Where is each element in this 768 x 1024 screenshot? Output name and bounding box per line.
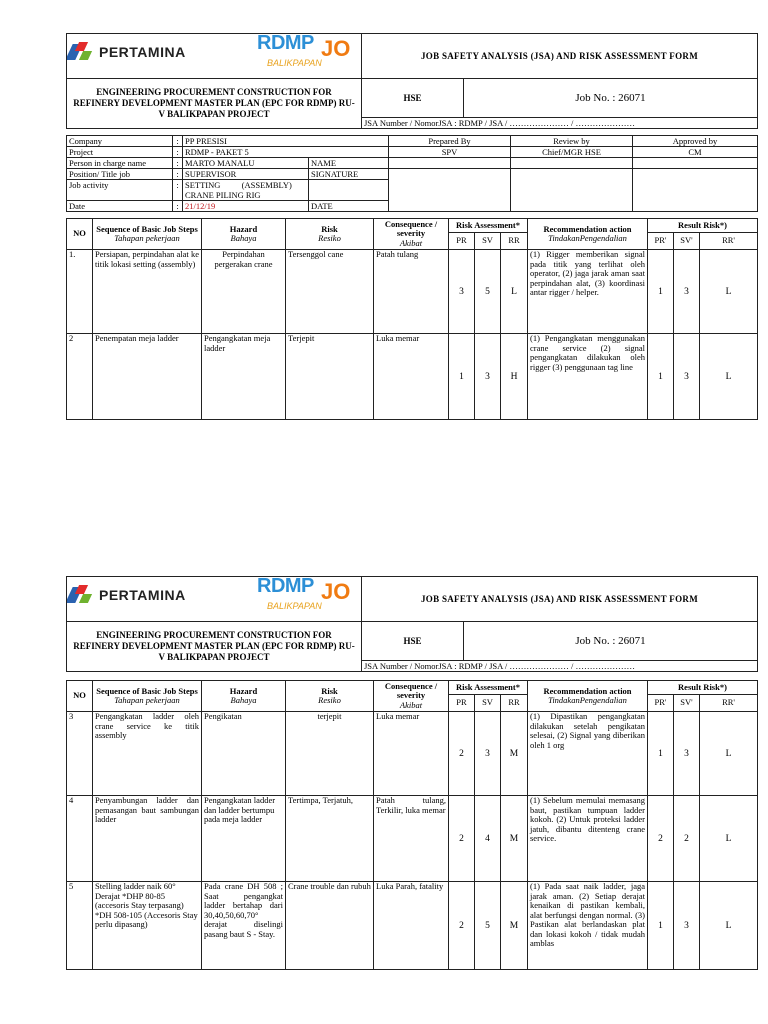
pertamina-logo: PERTAMINA (67, 42, 186, 62)
review-by-label: Review by (511, 136, 633, 147)
project-title: ENGINEERING PROCUREMENT CONSTRUCTION FOR REFINERY DEVELOPMENT MASTER PLAN (EPC FOR RDMP) RU-V BALIKPAPAN PROJECT (67, 79, 362, 129)
prepared-by-value: SPV (389, 147, 511, 158)
form-title: JOB SAFETY ANALYSIS (JSA) AND RISK ASSESSMENT FORM (362, 34, 758, 79)
pertamina-logo: PERTAMINA (67, 585, 186, 605)
pertamina-icon (67, 42, 93, 62)
jsa-table-1: NO Sequence of Basic Job Steps Tahapan pekerjaan Hazard Bahaya Risk Resiko Consequence / severity Akibat Risk Assessment* Recommendation action TindakanPengendalian Result Risk*) PR SV RR PR' SV' RR' 1. Persiapan, perpindahan alat ke titik lokasi setting (assembly) Perpindahan pergerakan crane Tersenggol cane Patah tulang 3 5 L (1) Rigger memberikan signal pada titik yang terlihat oleh operator, (2) jaga jarak aman saat perpindahan alat, (3) koordinasi antar rigger / helper. 1 3 L 2 Penempatan meja ladder Pengangkatan meja ladder Terjepit Luka memar 1 3 H (1) Pengangkatan menggunakan crane service (2) signal pengangkatan dilakukan oleh rigger (3) penggunaan tag line 1 3 L (66, 218, 758, 420)
table-row: 2 Penempatan meja ladder Pengangkatan meja ladder Terjepit Luka memar 1 3 H (1) Pengangkatan menggunakan crane service (2) signal pengangkatan dilakukan oleh rigger (3) penggunaan tag line 1 3 L (67, 334, 758, 420)
jsa-table-2: NO Sequence of Basic Job Steps Tahapan pekerjaan Hazard Bahaya Risk Resiko Consequence / severity Akibat Risk Assessment* Recommendation action TindakanPengendalian Result Risk*) PR SV RR PR' SV' RR' 3 Pengangkatan ladder oleh crane service ke titik assembly Pengikatan terjepit Luka memar 2 3 M (1) Dipastikan pengangkatan dilakukan setelah pengikatan selesai, (2) Signal yang diberikan oleh 1 org 1 3 L 4 Penyambungan ladder dan pemasangan baut sambungan ladder Pengangkatan ladder dan ladder bertumpu pada meja ladder Tertimpa, Terjatuh, Patah tulang, Terkilir, luka memar 2 4 M (1) Sebelum memulai memasang baut, pastikan tumpuan ladder kokoh. (2) Untuk proteksi ladder jatuh, dibantu ditenteng crane service. 2 2 L 5 Stelling ladder naik 60° Derajat *DHP 80-85 (accesoris Stay terpasang) *DH 508-105 (Accesoris Stay perlu dipasang) Pada crane DH 508 ; Saat pengangkat ladder bertahap dari 30,40,50,60,70° derajat diselingi pasang baut S - Stay. Crane trouble dan rubuh Luka Parah, fatality 2 5 M (1) Pada saat naik ladder, jaga jarak aman. (2) Setiap derajat kenaikan di pastikan kembali, alat berfungsi dengan normal. (3) Pastikan alat berlandaskan plat dan lokasi kokoh / tidak mudah amblas 1 3 L (66, 680, 758, 970)
review-by-value: Chief/MGR HSE (511, 147, 633, 158)
date-value: 21/12/19 (183, 201, 309, 212)
approved-by-label: Approved by (633, 136, 758, 147)
jsa-number: JSA Number / NomorJSA : RDMP / JSA / ………………… / ………………… (362, 661, 758, 672)
date-label: DATE (309, 201, 389, 212)
position-value: SUPERVISOR (183, 169, 309, 180)
form-header (66, 576, 758, 672)
rdmp-jo-logo: RDMP BALIKPAPAN JO (257, 576, 351, 611)
project-title: ENGINEERING PROCUREMENT CONSTRUCTION FOR REFINERY DEVELOPMENT MASTER PLAN (EPC FOR RDMP) RU-V BALIKPAPAN PROJECT (67, 622, 362, 672)
job-number: Job No. : 26071 (464, 79, 758, 118)
table-row: 4 Penyambungan ladder dan pemasangan baut sambungan ladder Pengangkatan ladder dan ladder bertumpu pada meja ladder Tertimpa, Terjatuh, Patah tulang, Terkilir, luka memar 2 4 M (1) Sebelum memulai memasang baut, pastikan tumpuan ladder kokoh. (2) Untuk proteksi ladder jatuh, dibantu ditenteng crane service. 2 2 L (67, 796, 758, 882)
job-number: Job No. : 26071 (464, 622, 758, 661)
approved-by-value: CM (633, 147, 758, 158)
jsa-number: JSA Number / NomorJSA : RDMP / JSA / ………………… / ………………… (362, 118, 758, 129)
logo-area (67, 34, 362, 79)
prepared-signature (389, 169, 511, 212)
name-label: NAME (309, 158, 389, 169)
approved-signature (633, 169, 758, 212)
company-label: Company (67, 136, 173, 147)
activity-value: SETTING (ASSEMBLY) CRANE PILING RIG (183, 180, 309, 201)
table-row: 1. Persiapan, perpindahan alat ke titik lokasi setting (assembly) Perpindahan pergerakan crane Tersenggol cane Patah tulang 3 5 L (1) Rigger memberikan signal pada titik yang terlihat oleh operator, (2) jaga jarak aman saat perpindahan alat, (3) koordinasi antar rigger / helper. 1 3 L (67, 250, 758, 334)
hse-label: HSE (362, 622, 464, 661)
rdmp-jo-logo: RDMP BALIKPAPAN JO (257, 33, 351, 68)
jsa-form-page-1 (66, 33, 758, 420)
project-value: RDMP - PAKET 5 (183, 147, 389, 158)
jsa-form-page-2 (66, 576, 758, 970)
form-title: JOB SAFETY ANALYSIS (JSA) AND RISK ASSESSMENT FORM (362, 577, 758, 622)
pertamina-icon (67, 585, 93, 605)
form-header (66, 33, 758, 129)
job-info-table: Company : PP PRESISI Prepared By Review by Approved by Project : RDMP - PAKET 5 SPV Chief/MGR HSE CM Person in charge name : MARTO MANALU NAME Position/ Title job : SUPERVISOR SIGNATURE Job activity : SETTING (ASSEMBLY) CRANE PILING RIG Date : 21/12/19 DATE (66, 135, 758, 212)
company-value: PP PRESISI (183, 136, 389, 147)
signature-label: SIGNATURE (309, 169, 389, 180)
prepared-by-label: Prepared By (389, 136, 511, 147)
hse-label: HSE (362, 79, 464, 118)
table-row: 3 Pengangkatan ladder oleh crane service ke titik assembly Pengikatan terjepit Luka memar 2 3 M (1) Dipastikan pengangkatan dilakukan setelah pengikatan selesai, (2) Signal yang diberikan oleh 1 org 1 3 L (67, 712, 758, 796)
review-signature (511, 169, 633, 212)
table-row: 5 Stelling ladder naik 60° Derajat *DHP 80-85 (accesoris Stay terpasang) *DH 508-105 (Accesoris Stay perlu dipasang) Pada crane DH 508 ; Saat pengangkat ladder bertahap dari 30,40,50,60,70° derajat diselingi pasang baut S - Stay. Crane trouble dan rubuh Luka Parah, fatality 2 5 M (1) Pada saat naik ladder, jaga jarak aman. (2) Setiap derajat kenaikan di pastikan kembali, alat berfungsi dengan normal. (3) Pastikan alat berlandaskan plat dan lokasi kokoh / tidak mudah amblas 1 3 L (67, 882, 758, 970)
person-value: MARTO MANALU (183, 158, 309, 169)
logo-area (67, 577, 362, 622)
